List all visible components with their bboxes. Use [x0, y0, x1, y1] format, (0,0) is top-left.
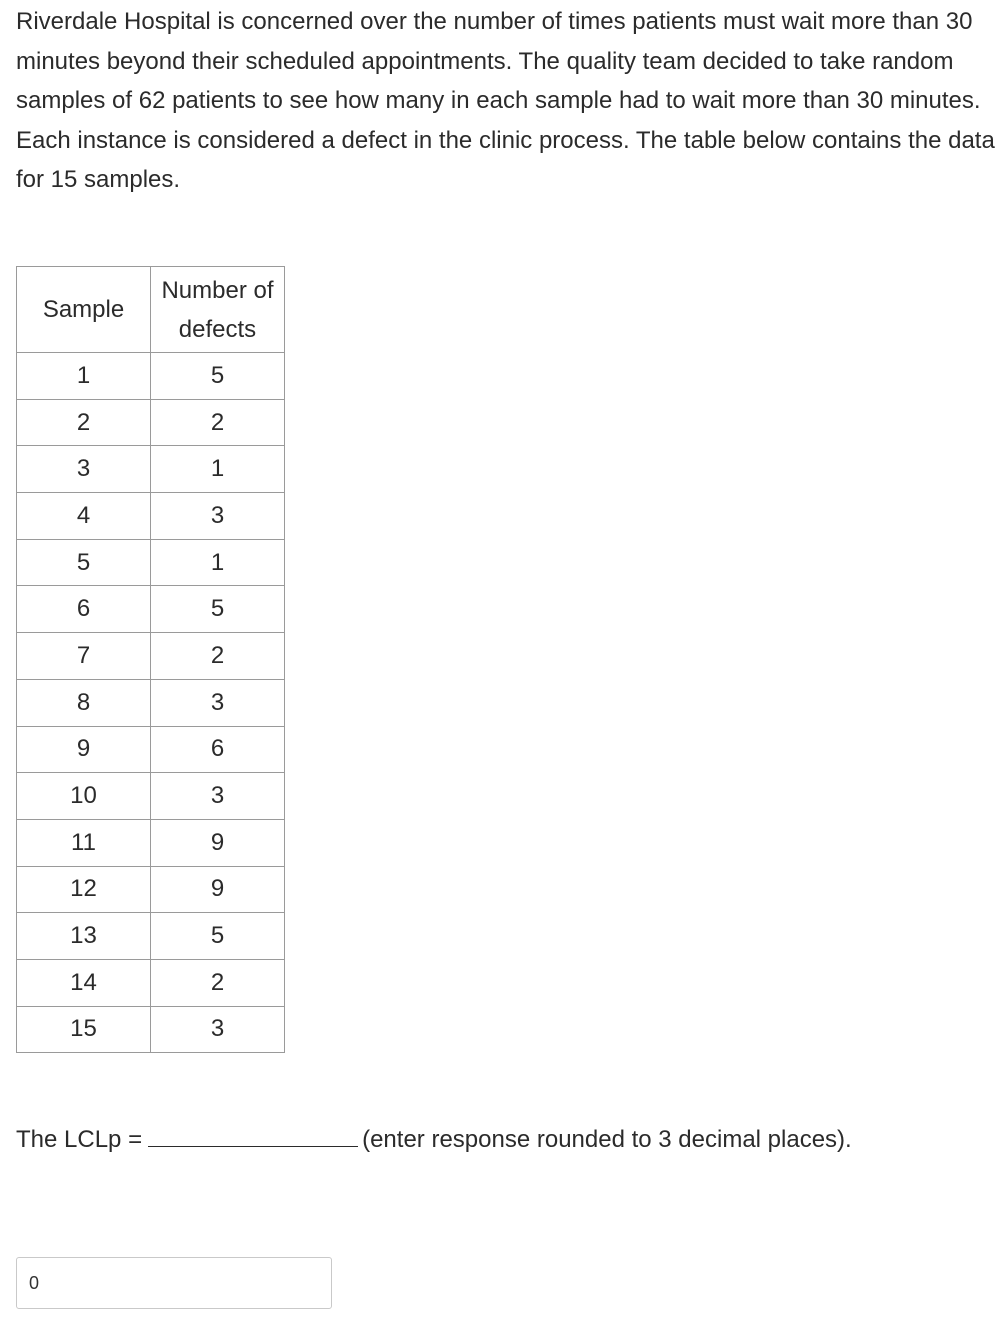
sample-cell: 7	[17, 633, 151, 680]
lclp-label: The LCLp =	[16, 1126, 143, 1153]
sample-cell: 1	[17, 353, 151, 400]
table-row	[17, 773, 285, 820]
defects-cell: 3	[151, 679, 285, 726]
header-defects-line1: Number of	[161, 276, 274, 304]
header-number-of-defects	[151, 267, 285, 353]
sample-cell: 15	[17, 1006, 151, 1053]
defects-cell: 2	[151, 399, 285, 446]
sample-cell: 8	[17, 679, 151, 726]
sample-cell: 2	[17, 399, 151, 446]
defects-cell: 3	[151, 1006, 285, 1053]
table-row	[17, 866, 285, 913]
table-row	[17, 679, 285, 726]
table-header-row	[17, 267, 285, 353]
table-row	[17, 539, 285, 586]
defects-cell: 5	[151, 913, 285, 960]
defects-cell: 2	[151, 633, 285, 680]
header-sample: Sample	[17, 267, 151, 353]
sample-cell: 14	[17, 959, 151, 1006]
sample-cell: 9	[17, 726, 151, 773]
defects-cell: 1	[151, 539, 285, 586]
sample-cell: 13	[17, 913, 151, 960]
defects-cell: 5	[151, 586, 285, 633]
defects-table	[16, 266, 285, 1053]
table-row	[17, 586, 285, 633]
defects-cell: 6	[151, 726, 285, 773]
table-row	[17, 633, 285, 680]
table-row	[17, 446, 285, 493]
table-row	[17, 959, 285, 1006]
defects-cell: 2	[151, 959, 285, 1006]
defects-cell: 3	[151, 493, 285, 540]
answer-blank	[148, 1120, 358, 1147]
defects-cell: 9	[151, 819, 285, 866]
table-row	[17, 913, 285, 960]
sample-cell: 4	[17, 493, 151, 540]
sample-cell: 6	[17, 586, 151, 633]
table-row	[17, 399, 285, 446]
sample-cell: 3	[17, 446, 151, 493]
defects-cell: 5	[151, 353, 285, 400]
table-row	[17, 726, 285, 773]
lclp-question	[16, 1120, 852, 1160]
sample-cell: 11	[17, 819, 151, 866]
defects-cell: 1	[151, 446, 285, 493]
header-defects-line2: defects	[178, 315, 257, 343]
sample-cell: 10	[17, 773, 151, 820]
defects-cell: 9	[151, 866, 285, 913]
defects-cell: 3	[151, 773, 285, 820]
table-row	[17, 353, 285, 400]
lclp-answer-input[interactable]	[16, 1257, 332, 1309]
problem-statement: Riverdale Hospital is concerned over the number of times patients must wait more than 30 minutes beyond their scheduled appointments. The quality team decided to take random samples of 62 patients to see how many in each sample had to wait more than 30 minutes. Each instance is considered a defect in the clinic process. The table below contains the data for 15 samples.	[16, 8, 995, 194]
table-row	[17, 1006, 285, 1053]
sample-cell: 12	[17, 866, 151, 913]
rounding-instruction: (enter response rounded to 3 decimal places).	[362, 1126, 852, 1153]
table-row	[17, 819, 285, 866]
sample-cell: 5	[17, 539, 151, 586]
table-row	[17, 493, 285, 540]
